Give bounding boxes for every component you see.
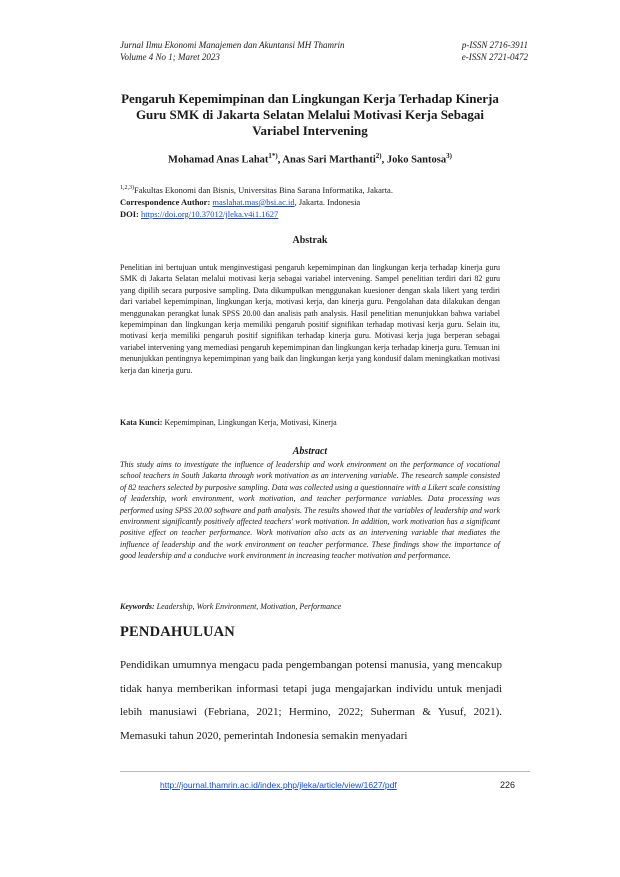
section-body: Pendidikan umumnya mengacu pada pengembangan potensi manusia, yang mencakup tidak hanya memberikan informasi tetapi juga mengajarkan individu untuk menjadi lebih manusiawi (Febriana, 2021; Hermino, 2022; Suherman & Yusuf, 2021). Memasuki tahun 2020, pemerintah Indonesia semakin menyadari — [120, 659, 502, 742]
affiliation-sup: 1,2,3) — [120, 185, 134, 191]
author-3-sup: 3) — [446, 152, 452, 160]
journal-name: Jurnal Ilmu Ekonomi Manajemen dan Akuntansi MH Thamrin — [120, 40, 345, 50]
author-1: Mohamad Anas Lahat — [168, 154, 269, 166]
correspondence-label: Correspondence Author: — [120, 196, 211, 207]
author-2: Anas Sari Marthanti — [282, 154, 376, 166]
paper-title: Pengaruh Kepemimpinan dan Lingkungan Kerja Terhadap Kinerja Guru SMK di Jakarta Selatan Melalui Motivasi Kerja Sebagai Variabel Intervening — [121, 91, 499, 138]
abstrak-heading: Abstrak — [292, 235, 328, 246]
abstract-body: This study aims to investigate the influence of leadership and work environment on the performance of vocational school teachers in South Jakarta through work motivation as an intervening variable. The research sample consisted of 82 teachers selected by purposive sampling. Data was collected using a questionnaire with a Likert scale consisting of leadership, work environment, work motivation, and teacher performance variables. Data processing was performed using SPSS 20.00 software and path analysis. The results showed that the variables of leadership and work environment significantly positively affected teachers' work motivation. In addition, work motivation has a significant positive effect on teacher performance. Work motivation also acts as an intervening variable that mediates the influence of leadership and the work environment on teacher performance. These findings show the importance of good leadership and a conducive work environment in increasing teacher motivation and performance. — [120, 460, 500, 561]
abstract-heading: Abstract — [292, 446, 328, 457]
abstrak-body: Penelitian ini bertujuan untuk menginvestigasi pengaruh kepemimpinan dan lingkungan kerja terhadap kinerja guru SMK di Jakarta Selatan melalui motivasi kerja sebagai variabel intervening. Sampel penelitian terdiri dari 82 guru yang dipilih secara purposive sampling. Data dikumpulkan menggunakan kuesioner dengan skala likert yang terdiri dari variabel kepemimpinan, lingkungan kerja, motivasi kerja, dan kinerja guru. Pengolahan data dilakukan dengan menggunakan perangkat lunak SPSS 20.00 dan analisis path analysis. Hasil penelitian menunjukkan bahwa variabel kepemimpinan dan lingkungan kerja memiliki pengaruh positif signifikan terhadap motivasi kerja guru. Selain itu, motivasi kerja memiliki pengaruh positif signifikan terhadap kinerja guru. Motivasi kerja juga berperan sebagai variabel intervening yang memediasi pengaruh kepemimpinan dan lingkungan kerja terhadap kinerja guru. Temuan ini menunjukkan pentingnya kepemimpinan yang baik dan lingkungan kerja yang kondusif dalam meningkatkan motivasi kerja dan kinerja guru. — [120, 263, 500, 375]
author-sep: , — [381, 154, 387, 166]
footer-divider — [120, 771, 530, 772]
kata-kunci — [120, 418, 520, 427]
section-heading: PENDAHULUAN — [120, 624, 235, 640]
author-sep: , — [277, 154, 283, 166]
correspondence-rest: , Jakarta. Indonesia — [294, 196, 361, 207]
correspondence-email-link[interactable]: maslahat.mas@bsi.ac.id — [212, 196, 295, 207]
author-1-sup: 1*) — [268, 152, 278, 160]
kata-kunci-label: Kata Kunci: — [120, 418, 163, 427]
affiliation-text: Fakultas Ekonomi dan Bisnis, Universitas Bina Sarana Informatika, Jakarta. — [134, 184, 393, 195]
page-number: 226 — [500, 780, 516, 790]
correspondence-line — [120, 196, 520, 208]
author-list — [60, 152, 560, 166]
keywords-label: Keywords: — [120, 602, 155, 611]
journal-volume: Volume 4 No 1; Maret 2023 — [120, 52, 220, 62]
affiliation-block — [120, 182, 520, 220]
footer-article-link[interactable]: http://journal.thamrin.ac.id/index.php/jleka/article/view/1627/pdf — [160, 780, 397, 790]
author-3: Joko Santosa — [386, 154, 447, 166]
keywords — [120, 602, 520, 611]
doi-label: DOI: — [120, 208, 139, 219]
journal-eissn: e-ISSN 2721-0472 — [461, 52, 528, 62]
author-2-sup: 2) — [375, 152, 382, 160]
doi-link[interactable]: https://doi.org/10.37012/jleka.v4i1.1627 — [141, 208, 279, 219]
doi-line — [120, 208, 520, 220]
keywords-list: Leadership, Work Environment, Motivation, Performance — [156, 602, 342, 611]
kata-kunci-list: Kepemimpinan, Lingkungan Kerja, Motivasi, Kinerja — [164, 418, 337, 427]
journal-pissn: p-ISSN 2716-3911 — [461, 40, 528, 50]
affiliation-line — [120, 182, 520, 196]
